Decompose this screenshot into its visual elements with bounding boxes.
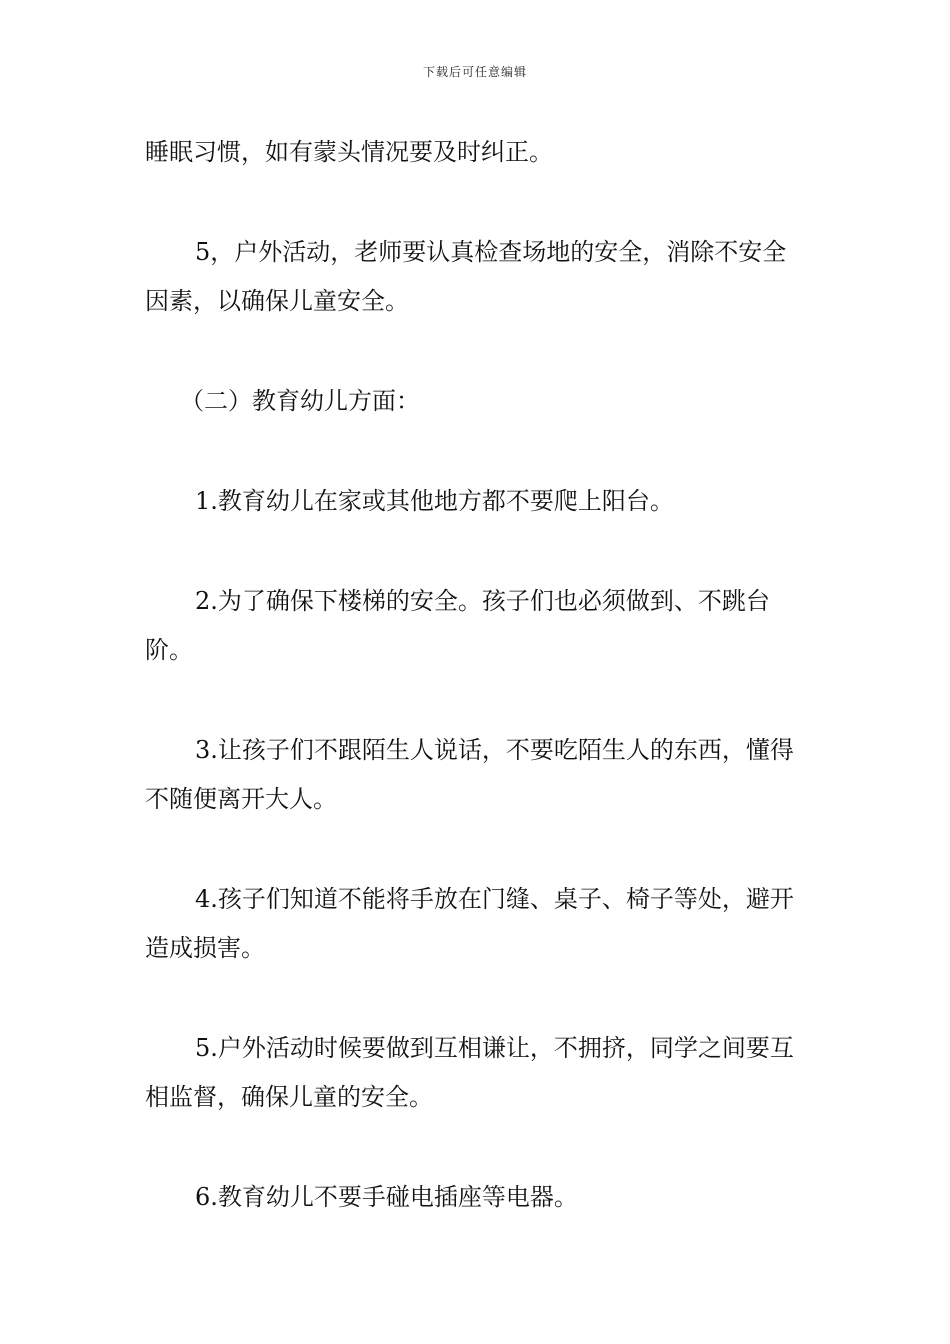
- list-item-door-gaps: 4.孩子们知道不能将手放在门缝、桌子、椅子等处，避开造成损害。: [145, 885, 794, 962]
- section-heading-educating-children: （二）教育幼儿方面：: [180, 387, 420, 415]
- list-item-balcony: 1.教育幼儿在家或其他地方都不要爬上阳台。: [195, 487, 674, 515]
- paragraph-outdoor-safety-check: 5，户外活动，老师要认真检查场地的安全，消除不安全因素，以确保儿童安全。: [145, 238, 787, 315]
- paragraph-sleep-habits: 睡眠习惯，如有蒙头情况要及时纠正。: [145, 138, 553, 166]
- page-header: 下载后可任意编辑: [422, 65, 527, 79]
- list-item-stairs: 2.为了确保下楼梯的安全。孩子们也必须做到、不跳台阶。: [145, 587, 770, 664]
- list-item-electrical-sockets: 6.教育幼儿不要手碰电插座等电器。: [195, 1183, 578, 1211]
- document-body: [145, 128, 810, 1273]
- list-item-outdoor-courtesy: 5.户外活动时候要做到互相谦让，不拥挤，同学之间要互相监督，确保儿童的安全。: [145, 1034, 794, 1111]
- list-item-strangers: 3.让孩子们不跟陌生人说话，不要吃陌生人的东西，懂得不随便离开大人。: [145, 736, 794, 813]
